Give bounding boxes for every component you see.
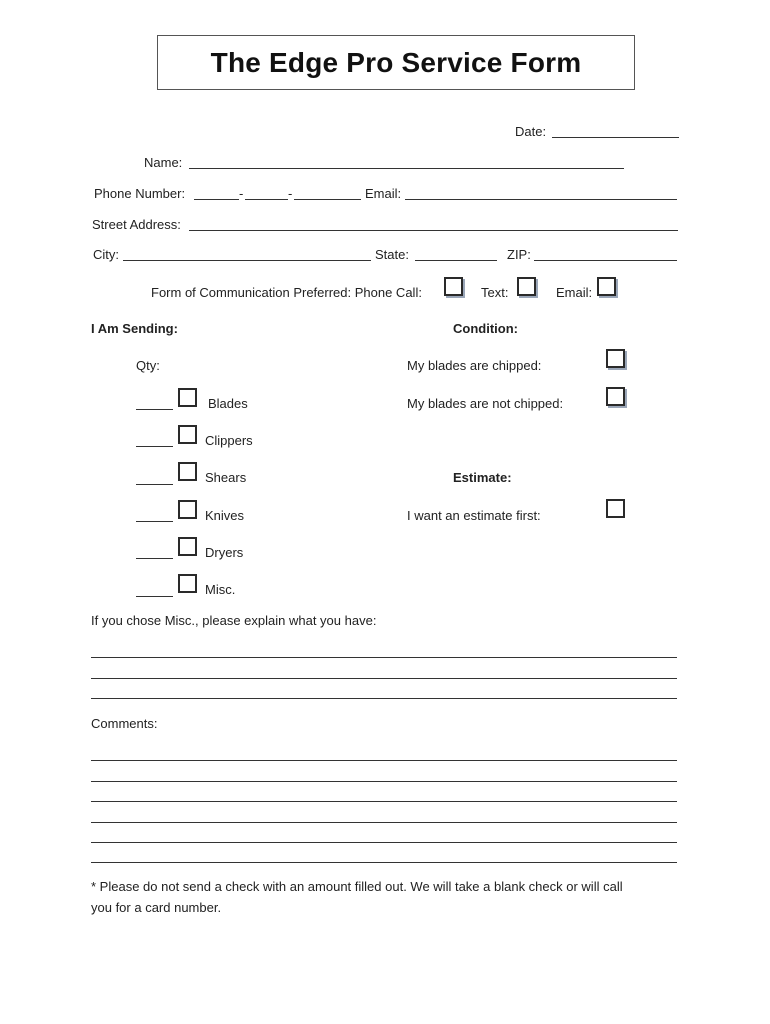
sending-heading: I Am Sending: xyxy=(91,321,178,336)
dryers-checkbox[interactable] xyxy=(178,537,197,556)
chipped-label: My blades are chipped: xyxy=(407,358,542,373)
clippers-checkbox[interactable] xyxy=(178,425,197,444)
text-label: Text: xyxy=(481,285,509,300)
note-text: you for a card number. xyxy=(91,900,222,915)
city-label: City: xyxy=(93,247,119,262)
state-field[interactable] xyxy=(415,260,497,261)
condition-heading: Condition: xyxy=(453,321,518,336)
name-field[interactable] xyxy=(189,168,624,169)
comments-line[interactable] xyxy=(91,801,677,802)
comments-line[interactable] xyxy=(91,842,677,843)
knives-checkbox[interactable] xyxy=(178,500,197,519)
estimate-first-label: I want an estimate first: xyxy=(407,508,541,523)
qty-label: Qty: xyxy=(136,358,160,373)
communication-label: Form of Communication Preferred: Phone Call: xyxy=(151,285,422,300)
blades-checkbox[interactable] xyxy=(178,388,197,407)
email-checkbox[interactable] xyxy=(597,277,616,296)
street-field[interactable] xyxy=(189,230,678,231)
phone-area-field[interactable] xyxy=(194,199,239,200)
dryers-label: Dryers xyxy=(205,545,244,560)
text-checkbox[interactable] xyxy=(517,277,536,296)
clippers-label: Clippers xyxy=(205,433,253,448)
date-field[interactable] xyxy=(552,137,679,138)
email-label: Email: xyxy=(365,186,402,201)
city-field[interactable] xyxy=(123,260,371,261)
phone-line-field[interactable] xyxy=(294,199,361,200)
chipped-checkbox[interactable] xyxy=(606,349,625,368)
zip-field[interactable] xyxy=(534,260,677,261)
not-chipped-checkbox[interactable] xyxy=(606,387,625,406)
shears-checkbox[interactable] xyxy=(178,462,197,481)
note-text: * Please do not send a check with an amount filled out. We will take a blank check or will call xyxy=(91,879,623,894)
zip-label: ZIP: xyxy=(507,247,531,262)
clippers-qty-field[interactable] xyxy=(136,446,173,447)
misc-checkbox[interactable] xyxy=(178,574,197,593)
knives-label: Knives xyxy=(205,508,245,523)
state-label: State: xyxy=(375,247,409,262)
name-label: Name: xyxy=(144,155,183,170)
dryers-qty-field[interactable] xyxy=(136,558,173,559)
blades-label: Blades xyxy=(208,396,248,411)
knives-qty-field[interactable] xyxy=(136,521,173,522)
comments-line[interactable] xyxy=(91,760,677,761)
title-box xyxy=(157,35,635,90)
page-title: The Edge Pro Service Form xyxy=(210,46,582,78)
misc-label: Misc. xyxy=(205,582,236,597)
misc-explain-line[interactable] xyxy=(91,678,677,679)
street-label: Street Address: xyxy=(92,217,181,232)
estimate-checkbox[interactable] xyxy=(606,499,625,518)
shears-label: Shears xyxy=(205,470,247,485)
misc-qty-field[interactable] xyxy=(136,596,173,597)
comments-line[interactable] xyxy=(91,822,677,823)
misc-explain-line[interactable] xyxy=(91,657,677,658)
phone-prefix-field[interactable] xyxy=(245,199,288,200)
comments-label: Comments: xyxy=(91,716,158,731)
not-chipped-label: My blades are not chipped: xyxy=(407,396,564,411)
phone-separator: - xyxy=(239,186,244,201)
misc-explain-label: If you chose Misc., please explain what you have: xyxy=(91,613,377,628)
email-field[interactable] xyxy=(405,199,677,200)
blades-qty-field[interactable] xyxy=(136,409,173,410)
estimate-heading: Estimate: xyxy=(453,470,512,485)
date-label: Date: xyxy=(515,124,547,139)
shears-qty-field[interactable] xyxy=(136,484,173,485)
phone-label: Phone Number: xyxy=(94,186,186,201)
phone-separator: - xyxy=(288,186,293,201)
email-pref-label: Email: xyxy=(556,285,593,300)
phone-call-checkbox[interactable] xyxy=(444,277,463,296)
misc-explain-line[interactable] xyxy=(91,698,677,699)
comments-line[interactable] xyxy=(91,862,677,863)
comments-line[interactable] xyxy=(91,781,677,782)
